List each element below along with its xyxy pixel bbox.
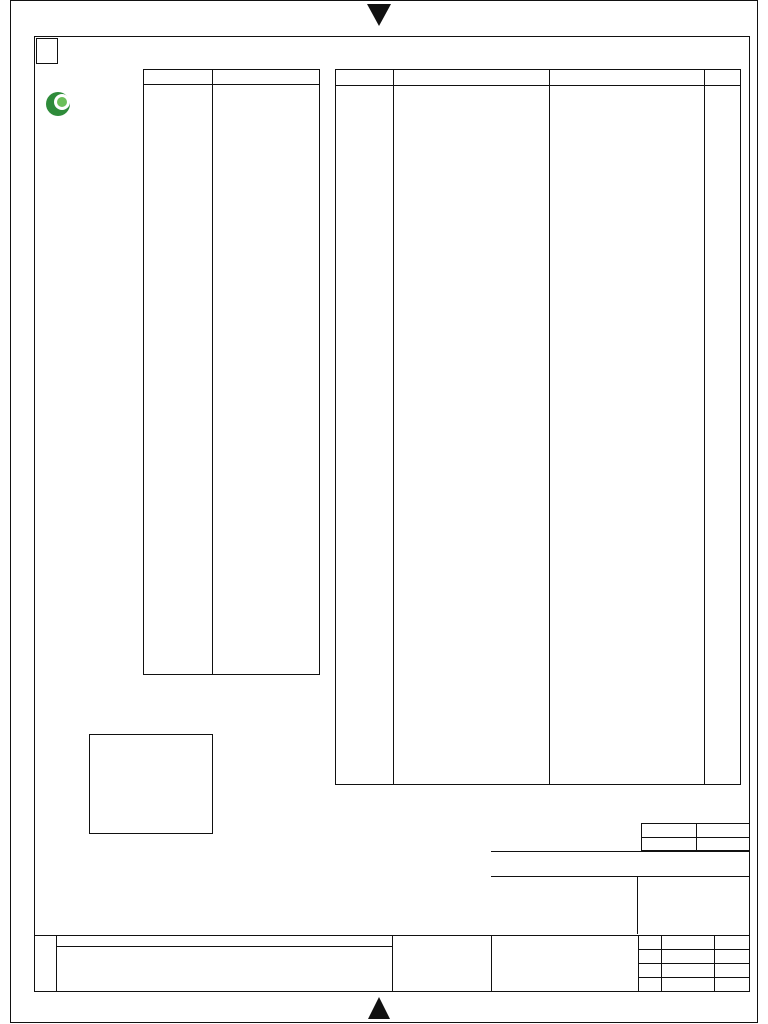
drawn-line-3 [638, 977, 750, 978]
regen-leaf-icon [44, 86, 74, 122]
optional-features-table [335, 69, 741, 785]
barcode [96, 741, 206, 811]
drawn-divider [661, 935, 662, 992]
warning-box [491, 876, 638, 934]
opt-header-line [336, 85, 740, 86]
otis-logo [408, 941, 478, 981]
opt-col-divider-1 [393, 70, 394, 784]
spec-column-divider [212, 70, 213, 674]
center-mark-top [367, 4, 391, 26]
drawn-line-1 [638, 949, 750, 950]
characteristics-table [143, 69, 320, 675]
sheet-size-label [36, 38, 58, 64]
opt-col-divider-3 [704, 70, 705, 784]
dwg-row [491, 851, 749, 877]
otis-right-border [491, 935, 492, 992]
center-mark-bottom [368, 997, 390, 1019]
changes-line [56, 946, 392, 947]
barcode-box [89, 734, 213, 834]
state-revision-box [641, 823, 750, 851]
drawn-line-2 [638, 963, 750, 964]
side-code-border [56, 935, 57, 992]
state-line [642, 837, 750, 838]
regen-logo [44, 86, 134, 122]
opt-col-divider-2 [549, 70, 550, 784]
characteristics-table-header [144, 70, 319, 85]
date-divider [714, 935, 715, 992]
engineering-box [639, 876, 749, 934]
title-block [491, 823, 750, 992]
changes-right-border [392, 935, 393, 992]
